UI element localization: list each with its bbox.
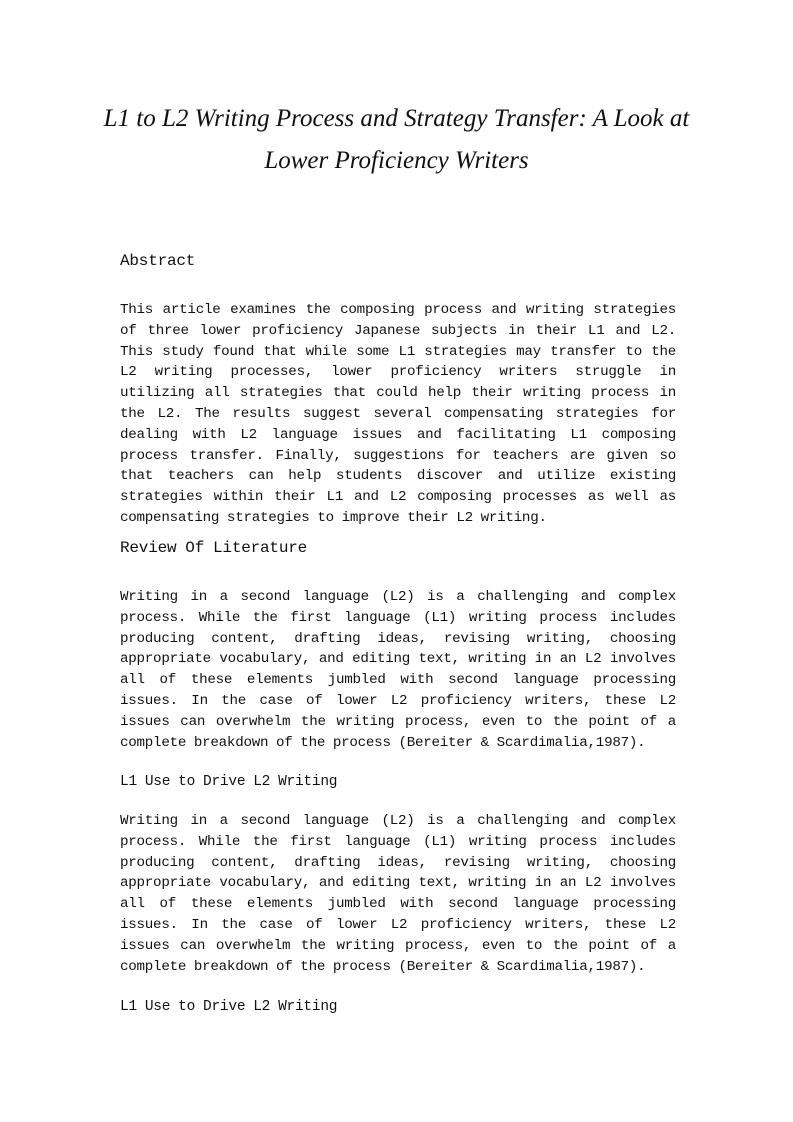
review-heading: Review Of Literature [120,539,308,557]
abstract-heading: Abstract [120,252,196,270]
l1-use-heading-1: L1 Use to Drive L2 Writing [120,774,338,790]
l1-use-heading-2: L1 Use to Drive L2 Writing [120,999,338,1015]
l1-use-paragraph: Writing in a second language (L2) is a challenging and complex process. While the first language (L1) writing process includes producing content, drafting ideas, revising writing, choosing appropriate vocabulary, and editing text, writing in an L2 involves all of these elements jumbled with second language processing issues. In the case of lower L2 proficiency writers, these L2 issues can overwhelm the writing process, even to the point of a complete breakdown of the process (Bereiter & Scardimalia,1987). [120,813,676,975]
review-paragraph: Writing in a second language (L2) is a challenging and complex process. While the first language (L1) writing process includes producing content, drafting ideas, revising writing, choosing appropriate vocabulary, and editing text, writing in an L2 involves all of these elements jumbled with second language processing issues. In the case of lower L2 proficiency writers, these L2 issues can overwhelm the writing process, even to the point of a complete breakdown of the process (Bereiter & Scardimalia,1987). [120,589,676,751]
abstract-paragraph: This article examines the composing process and writing strategies of three lower proficiency Japanese subjects in their L1 and L2. This study found that while some L1 strategies may transfer to the L2 writing processes, lower proficiency writers struggle in utilizing all strategies that could help their writing process in the L2. The results suggest several compensating strategies for dealing with L2 language issues and facilitating L1 composing process transfer. Finally, suggestions for teachers are given so that teachers can help students discover and utilize existing strategies within their L1 and L2 composing processes as well as compensating strategies to improve their L2 writing. [120,302,676,526]
paper-title: L1 to L2 Writing Process and Strategy Transfer: A Look at Lower Proficiency Writers [103,105,690,174]
